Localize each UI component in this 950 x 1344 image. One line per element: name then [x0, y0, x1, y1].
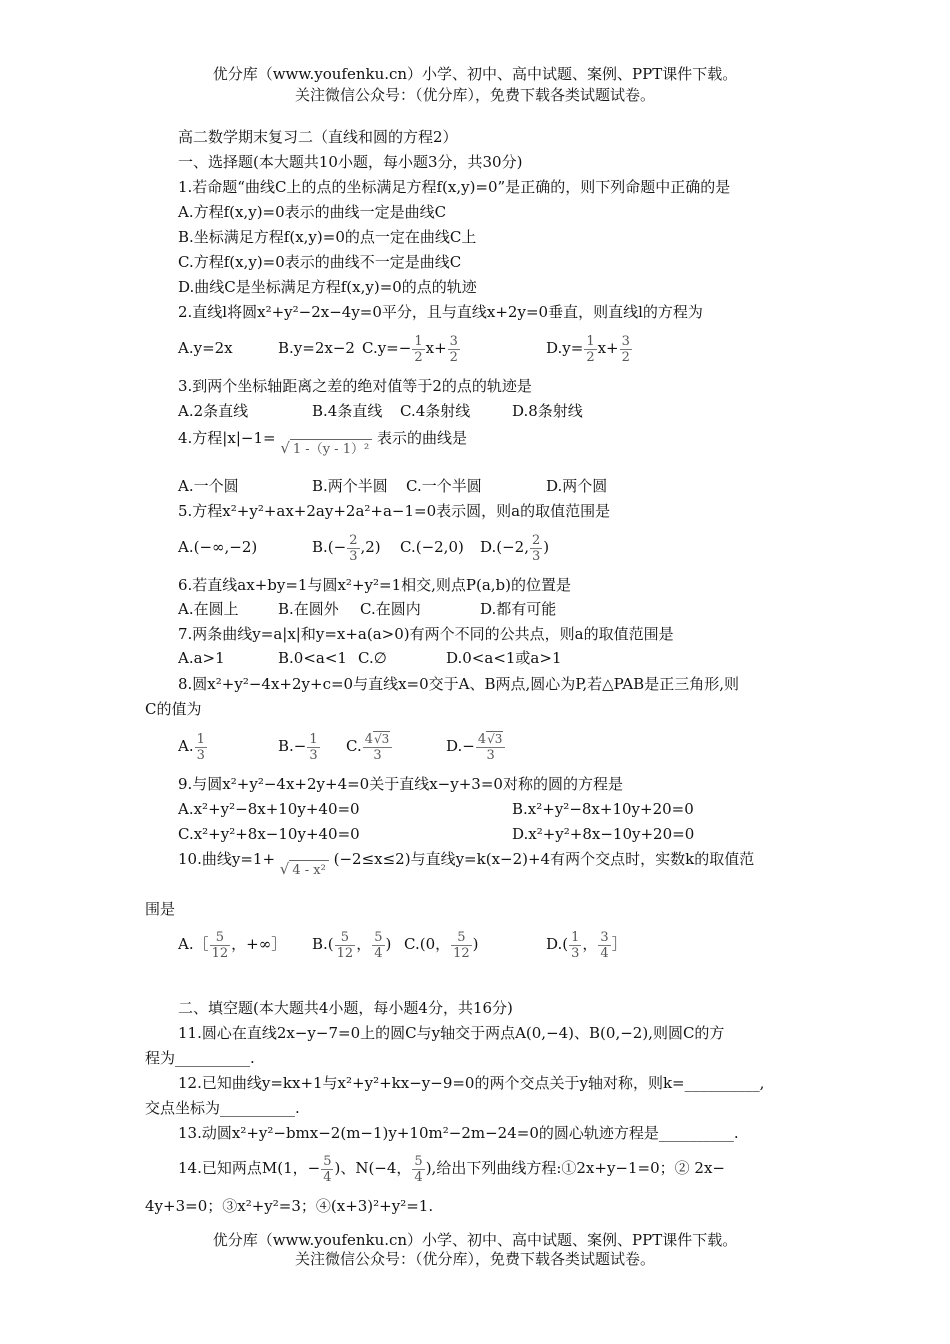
fraction: $\frac{5}{12}$ — [336, 929, 354, 961]
fraction: $\frac{3}{2}$ — [621, 333, 630, 365]
q12-line-2: 交点坐标为__________. — [145, 1099, 300, 1117]
q9-stem: 9.与圆x²+y²−4x+2y+4=0关于直线x−y+3=0对称的圆的方程是 — [178, 775, 623, 793]
q7-option-c: C.∅ — [358, 649, 387, 667]
fraction: $\frac{1}{3}$ — [571, 929, 580, 961]
fraction: $\frac{5}{12}$ — [211, 929, 229, 961]
q10-stem-cont: 围是 — [145, 900, 176, 918]
q6-option-d: D.都有可能 — [480, 600, 557, 618]
q4-option-b: B.两个半圆 — [312, 477, 388, 495]
q2-option-c: C.y=− $\frac{1}{2}$ x+ $\frac{3}{2}$ — [362, 333, 458, 365]
q1-option-c: C.方程f(x,y)=0表示的曲线不一定是曲线C — [178, 253, 462, 271]
q1-option-b: B.坐标满足方程f(x,y)=0的点一定在曲线C上 — [178, 228, 477, 246]
section-2-heading: 二、填空题(本大题共4小题，每小题4分，共16分) — [178, 999, 513, 1017]
q8-stem-cont: C的值为 — [145, 700, 202, 718]
q8-option-b: B.− $\frac{1}{3}$ — [278, 731, 318, 763]
q8-option-d: D.− $\frac{4√3}{3}$ — [446, 726, 506, 766]
q10-option-b: B.( $\frac{5}{12}$ ， $\frac{5}{4}$ ) — [312, 929, 392, 961]
q6-option-b: B.在圆外 — [278, 600, 339, 618]
q4-stem: 4.方程|x|−1= √ 1 -（y - 1）² 表示的曲线是 — [178, 428, 467, 450]
q4-option-a: A.一个圆 — [178, 477, 239, 495]
section-1-heading: 一、选择题(本大题共10小题，每小题3分，共30分) — [178, 153, 523, 171]
q6-option-c: C.在圆内 — [360, 600, 421, 618]
q2-option-b: B.y=2x−2 — [278, 339, 355, 357]
fraction: $\frac{3}{4}$ — [600, 929, 609, 961]
page-title: 高二数学期末复习二（直线和圆的方程2） — [178, 128, 458, 146]
q5-option-b: B.(− $\frac{2}{3}$ ,2) — [312, 532, 381, 564]
fraction: $\frac{1}{2}$ — [586, 333, 595, 365]
q7-option-b: B.0<a<1 — [278, 649, 347, 667]
header-line-2: 关注微信公众号：（优分库），免费下载各类试题试卷。 — [294, 86, 655, 104]
footer-line-2: 关注微信公众号：（优分库），免费下载各类试题试卷。 — [294, 1250, 655, 1268]
q3-option-a: A.2条直线 — [178, 402, 249, 420]
q13-line-1: 13.动圆x²+y²−bmx−2(m−1)y+10m²−2m−24=0的圆心轨迹方程是__________. — [178, 1124, 739, 1142]
q5-stem: 5.方程x²+y²+ax+2ay+2a²+a−1=0表示圆，则a的取值范围是 — [178, 502, 611, 520]
q3-option-c: C.4条射线 — [400, 402, 471, 420]
q6-stem: 6.若直线ax+by=1与圆x²+y²=1相交,则点P(a,b)的位置是 — [178, 576, 571, 594]
q3-stem: 3.到两个坐标轴距离之差的绝对值等于2的点的轨迹是 — [178, 377, 532, 395]
q10-option-d: D.( $\frac{1}{3}$ ， $\frac{3}{4}$ ］ — [546, 929, 627, 961]
fraction: $\frac{1}{2}$ — [414, 333, 423, 365]
fraction: $\frac{2}{3}$ — [349, 532, 358, 564]
q2-stem: 2.直线l将圆x²+y²−2x−4y=0平分，且与直线x+2y=0垂直，则直线l的方程为 — [178, 303, 703, 321]
q3-option-d: D.8条射线 — [512, 402, 583, 420]
q8-option-a: A. $\frac{1}{3}$ — [178, 731, 205, 763]
q12-line-1: 12.已知曲线y=kx+1与x²+y²+kx−y−9=0的两个交点关于y轴对称，则k=__________, — [178, 1074, 765, 1092]
q4-option-d: D.两个圆 — [546, 477, 608, 495]
q5-option-c: C.(−2,0) — [400, 538, 464, 556]
fraction: $\frac{2}{3}$ — [532, 532, 541, 564]
q7-option-a: A.a>1 — [178, 649, 225, 667]
q9-option-d: D.x²+y²+8x−10y+20=0 — [512, 825, 695, 843]
fraction: $\frac{4√3}{3}$ — [363, 731, 393, 763]
fraction: $\frac{3}{2}$ — [449, 333, 458, 365]
q1-option-a: A.方程f(x,y)=0表示的曲线一定是曲线C — [178, 203, 447, 221]
q2-option-a: A.y=2x — [178, 339, 233, 357]
fraction: $\frac{5}{12}$ — [453, 929, 470, 961]
sqrt-sign: √ — [280, 439, 290, 457]
q11-line-1: 11.圆心在直线2x−y−7=0上的圆C与y轴交于两点A(0,−4)、B(0,−2),则圆C的方 — [178, 1024, 725, 1042]
header-line-1: 优分库（www.youfenku.cn）小学、初中、高中试题、案例、PPT课件下载。 — [212, 65, 738, 83]
q6-option-a: A.在圆上 — [178, 600, 239, 618]
q3-option-b: B.4条直线 — [312, 402, 383, 420]
q10-option-c: C.(0， $\frac{5}{12}$ ) — [404, 929, 479, 961]
q14-line-1: 14.已知两点M(1，− $\frac{5}{4}$ )、N(−4， $\frac{5}{4}$ ),给出下列曲线方程:①2x+y−1=0；② 2x− — [178, 1153, 725, 1185]
q1-option-d: D.曲线C是坐标满足方程f(x,y)=0的点的轨迹 — [178, 278, 477, 296]
fraction: $\frac{1}{3}$ — [309, 731, 318, 763]
q14-line-2: 4y+3=0；③x²+y²=3；④(x+3)²+y²=1. — [145, 1197, 434, 1215]
q7-stem: 7.两条曲线y=a|x|和y=x+a(a>0)有两个不同的公共点，则a的取值范围是 — [178, 625, 674, 643]
q4-option-c: C.一个半圆 — [406, 477, 482, 495]
fraction: $\frac{1}{3}$ — [196, 731, 205, 763]
q5-option-a: A.(−∞,−2) — [178, 538, 258, 556]
q8-stem: 8.圆x²+y²−4x+2y+c=0与直线x=0交于A、B两点,圆心为P,若△PAB是正三角形,则 — [178, 675, 739, 693]
q5-option-d: D.(−2, $\frac{2}{3}$ ) — [480, 532, 550, 564]
fraction: $\frac{5}{4}$ — [374, 929, 383, 961]
q2-option-d: D.y= $\frac{1}{2}$ x+ $\frac{3}{2}$ — [546, 333, 630, 365]
q1-stem: 1.若命题“曲线C上的点的坐标满足方程f(x,y)=0”是正确的，则下列命题中正确的是 — [178, 178, 731, 196]
footer-line-1: 优分库（www.youfenku.cn）小学、初中、高中试题、案例、PPT课件下载。 — [212, 1231, 738, 1249]
q7-option-d: D.0<a<1或a>1 — [446, 649, 562, 667]
q9-option-c: C.x²+y²+8x−10y+40=0 — [178, 825, 360, 843]
q9-option-a: A.x²+y²−8x+10y+40=0 — [178, 800, 360, 818]
fraction: $\frac{5}{4}$ — [323, 1153, 332, 1185]
q10-option-a: A.［ $\frac{5}{12}$ ，+∞］ — [178, 929, 287, 961]
fraction: $\frac{5}{4}$ — [414, 1153, 423, 1185]
sqrt-sign: √ — [279, 860, 290, 878]
fraction: $\frac{4√3}{3}$ — [476, 731, 506, 763]
q9-option-b: B.x²+y²−8x+10y+20=0 — [512, 800, 694, 818]
q11-line-2: 程为__________. — [145, 1049, 255, 1067]
q8-option-c: C. $\frac{4√3}{3}$ — [346, 726, 393, 766]
q10-stem: 10.曲线y=1+ √ 4 - x² (−2≤x≤2)与直线y=k(x−2)+4有两个交点时，实数k的取值范 — [178, 849, 754, 871]
